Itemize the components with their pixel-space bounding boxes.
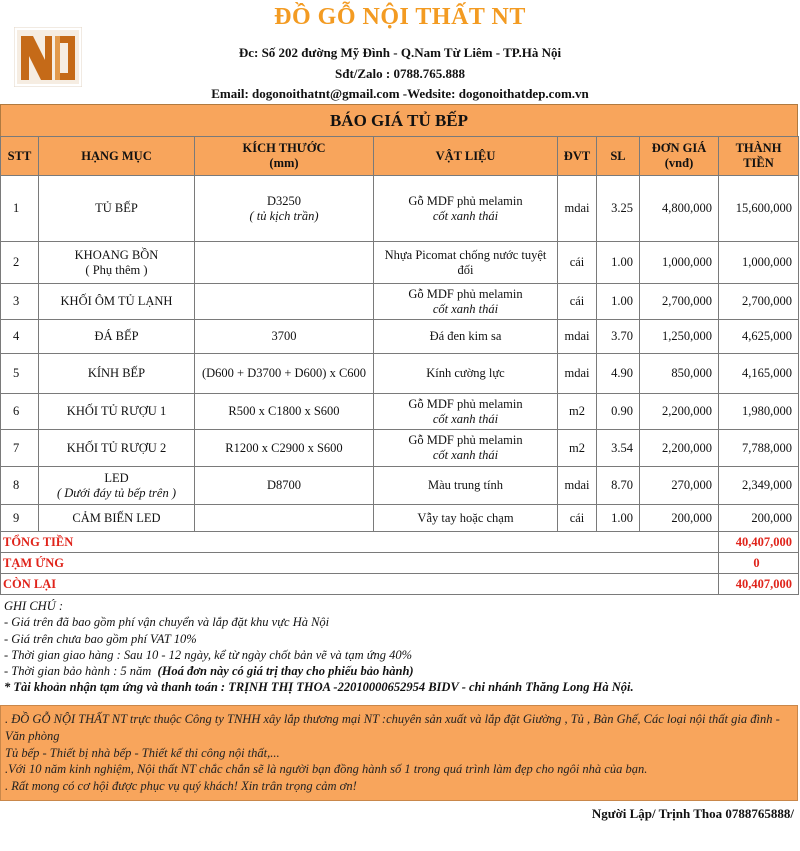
summary-row-total [1, 532, 799, 553]
cell-material: Gỗ MDF phủ melamin cốt xanh thái [374, 394, 558, 430]
col-stt: STT [1, 137, 39, 176]
company-intro-box [0, 705, 798, 801]
cell-total: 2,700,000 [719, 284, 799, 320]
col-total: THÀNH TIỀN [719, 137, 799, 176]
cell-unit: m2 [558, 430, 597, 467]
table-row [1, 354, 799, 394]
table-row [1, 394, 799, 430]
cell-total: 7,788,000 [719, 430, 799, 467]
cell-size: 3700 [195, 320, 374, 354]
cell-size: (D600 + D3700 + D600) x C600 [195, 354, 374, 394]
total-label: TỔNG TIỀN [1, 532, 719, 553]
table-row [1, 320, 799, 354]
cell-total: 1,000,000 [719, 242, 799, 284]
cell-material: Gỗ MDF phủ melamin cốt xanh thái [374, 430, 558, 467]
note-line: - Thời gian bảo hành : 5 năm (Hoá đơn này có giá trị thay cho phiếu bảo hành) [4, 664, 414, 679]
table-row [1, 242, 799, 284]
cell-qty: 1.00 [597, 284, 640, 320]
table-row [1, 430, 799, 467]
cell-material: Kính cường lực [374, 354, 558, 394]
cell-stt: 5 [1, 354, 39, 394]
cell-unit: m2 [558, 394, 597, 430]
notes-title: GHI CHÚ : [4, 599, 64, 613]
note-line: - Thời gian giao hàng : Sau 10 - 12 ngày, kể từ ngày chốt bản vẽ và tạm ứng 40% [4, 647, 413, 662]
col-unit: ĐVT [558, 137, 597, 176]
cell-price: 2,200,000 [640, 394, 719, 430]
cell-size [195, 284, 374, 320]
cell-stt: 1 [1, 176, 39, 242]
cell-size: D8700 [195, 467, 374, 505]
cell-qty: 3.70 [597, 320, 640, 354]
notes-section [4, 598, 794, 696]
cell-stt: 7 [1, 430, 39, 467]
cell-material: Gỗ MDF phủ melamin cốt xanh thái [374, 284, 558, 320]
cell-qty: 3.25 [597, 176, 640, 242]
company-contact: Email: dogonoithatnt@gmail.com -Wedsite: dogonoithatdep.com.vn [211, 86, 589, 101]
note-line: - Giá trên đã bao gồm phí vận chuyển và lắp đặt khu vực Hà Nội [4, 615, 330, 630]
summary-row-advance [1, 553, 799, 574]
cell-material: Đá đen kim sa [374, 320, 558, 354]
col-material: VẬT LIỆU [374, 137, 558, 176]
col-qty: SL [597, 137, 640, 176]
cell-material: Vẫy tay hoặc chạm [374, 505, 558, 532]
cell-qty: 0.90 [597, 394, 640, 430]
cell-stt: 9 [1, 505, 39, 532]
note-line: - Giá trên chưa bao gồm phí VAT 10% [4, 631, 197, 646]
cell-item: CẢM BIẾN LED [39, 505, 195, 532]
cell-item: KHỐI TỦ RƯỢU 1 [39, 394, 195, 430]
cell-qty: 8.70 [597, 467, 640, 505]
cell-price: 270,000 [640, 467, 719, 505]
cell-item: LED ( Dưới đáy tủ bếp trên ) [39, 467, 195, 505]
cell-unit: cái [558, 284, 597, 320]
cell-item: KHOANG BỒN ( Phụ thêm ) [39, 242, 195, 284]
remaining-label: CÒN LẠI [1, 574, 719, 595]
cell-unit: mdai [558, 320, 597, 354]
cell-size: D3250 ( tủ kịch trần) [195, 176, 374, 242]
intro-line: .Với 10 năm kinh nghiệm, Nội thất NT chắc chắn sẽ là người bạn đồng hành số 1 trong quá trình làm đẹp cho ngôi nhà của bạn. [5, 762, 648, 777]
cell-unit: cái [558, 505, 597, 532]
cell-unit: mdai [558, 176, 597, 242]
advance-label: TẠM ỨNG [1, 553, 719, 574]
table-body [1, 176, 799, 595]
cell-stt: 8 [1, 467, 39, 505]
cell-price: 850,000 [640, 354, 719, 394]
cell-size [195, 505, 374, 532]
cell-item: KÍNH BẾP [39, 354, 195, 394]
advance-value: 0 [719, 553, 799, 574]
col-price: ĐƠN GIÁ (vnđ) [640, 137, 719, 176]
cell-price: 2,200,000 [640, 430, 719, 467]
table-row [1, 467, 799, 505]
cell-item: ĐÁ BẾP [39, 320, 195, 354]
intro-line: . ĐỒ GỖ NỘI THẤT NT trực thuộc Công ty TNHH xây lắp thương mại NT :chuyên sản xuất và lắp đặt Giường , Tủ , Bàn Ghế, Các loại nội thất gia đình - Văn phòng [5, 712, 780, 743]
cell-item: KHỐI TỦ RƯỢU 2 [39, 430, 195, 467]
cell-total: 4,165,000 [719, 354, 799, 394]
cell-qty: 3.54 [597, 430, 640, 467]
cell-total: 2,349,000 [719, 467, 799, 505]
remaining-value: 40,407,000 [719, 574, 799, 595]
intro-line: Tủ bếp - Thiết bị nhà bếp - Thiết kế thi công nội thất,... [5, 745, 280, 760]
col-item: HẠNG MỤC [39, 137, 195, 176]
bank-account-note: * Tài khoản nhận tạm ứng và thanh toán : TRỊNH THỊ THOA -22010000652954 BIDV - chi nhánh Thăng Long Hà Nội. [4, 680, 634, 695]
quote-table [0, 136, 799, 595]
cell-price: 2,700,000 [640, 284, 719, 320]
cell-total: 15,600,000 [719, 176, 799, 242]
cell-material: Gỗ MDF phủ melamin cốt xanh thái [374, 176, 558, 242]
cell-stt: 3 [1, 284, 39, 320]
company-name: ĐỒ GỖ NỘI THẤT NT [274, 4, 526, 30]
quote-title: BÁO GIÁ TỦ BẾP [0, 104, 798, 137]
cell-size [195, 242, 374, 284]
cell-size: R1200 x C2900 x S600 [195, 430, 374, 467]
cell-total: 200,000 [719, 505, 799, 532]
intro-line: . Rất mong có cơ hội được phục vụ quý khách! Xin trân trọng cảm ơn! [5, 779, 357, 794]
company-header [0, 0, 800, 104]
table-row [1, 176, 799, 242]
col-size: KÍCH THƯỚC (mm) [195, 137, 374, 176]
table-header-row [1, 137, 799, 176]
company-address: Đc: Số 202 đường Mỹ Đình - Q.Nam Từ Liêm - TP.Hà Nội [238, 45, 562, 60]
cell-total: 4,625,000 [719, 320, 799, 354]
summary-row-remaining [1, 574, 799, 595]
total-value: 40,407,000 [719, 532, 799, 553]
cell-qty: 1.00 [597, 242, 640, 284]
cell-unit: mdai [558, 467, 597, 505]
signer: Người Lập/ Trịnh Thoa 0788765888/ [591, 806, 794, 821]
cell-price: 200,000 [640, 505, 719, 532]
cell-qty: 1.00 [597, 505, 640, 532]
cell-price: 1,250,000 [640, 320, 719, 354]
cell-stt: 2 [1, 242, 39, 284]
cell-stt: 4 [1, 320, 39, 354]
company-phone: Sđt/Zalo : 0788.765.888 [334, 66, 465, 81]
cell-total: 1,980,000 [719, 394, 799, 430]
cell-material: Màu trung tính [374, 467, 558, 505]
table-row [1, 505, 799, 532]
cell-price: 1,000,000 [640, 242, 719, 284]
cell-stt: 6 [1, 394, 39, 430]
cell-qty: 4.90 [597, 354, 640, 394]
cell-item: TỦ BẾP [39, 176, 195, 242]
cell-size: R500 x C1800 x S600 [195, 394, 374, 430]
table-row [1, 284, 799, 320]
cell-item: KHỐI ÔM TỦ LẠNH [39, 284, 195, 320]
cell-unit: mdai [558, 354, 597, 394]
cell-material: Nhựa Picomat chống nước tuyệt đối [374, 242, 558, 284]
cell-price: 4,800,000 [640, 176, 719, 242]
cell-unit: cái [558, 242, 597, 284]
